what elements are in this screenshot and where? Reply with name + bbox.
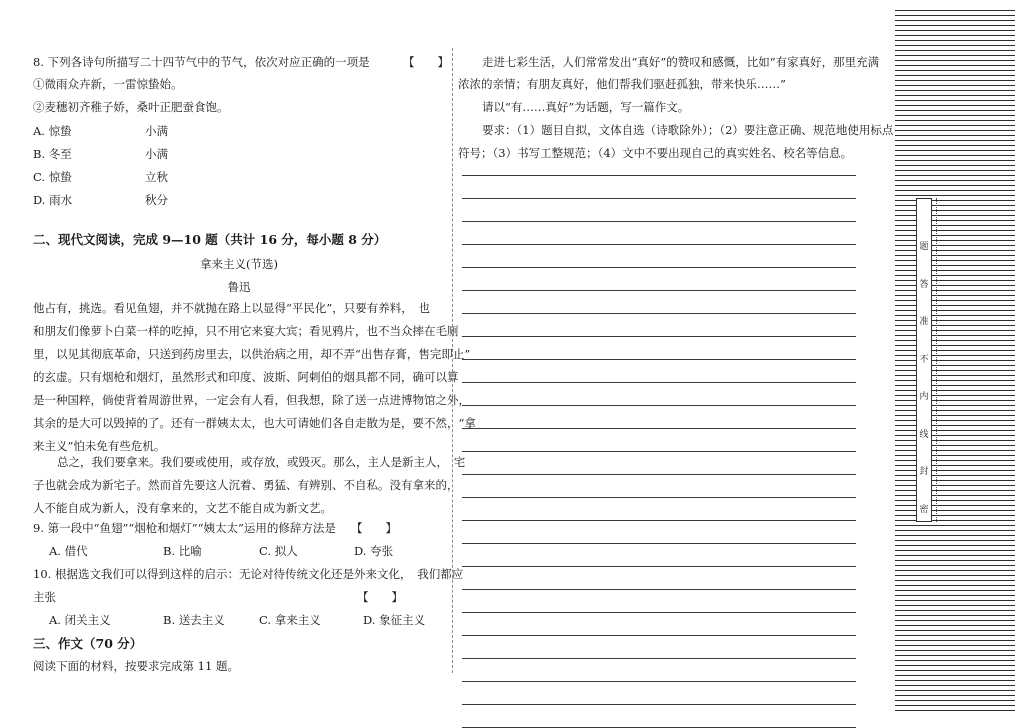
q9-option-d: D. 夸张	[354, 544, 394, 558]
writing-line[interactable]	[462, 221, 856, 222]
writing-line[interactable]	[462, 704, 856, 705]
q8-line2: ②麦穗初齐稚子娇，桑叶正肥蚕食饱。	[33, 100, 229, 114]
writing-line[interactable]	[462, 244, 856, 245]
q9-option-c: C. 拟人	[259, 544, 298, 558]
seal-char: 准	[919, 317, 929, 327]
q8-option-d: D. 雨水	[33, 193, 73, 207]
para1-line: 的玄虚。只有烟枪和烟灯，虽然形式和印度、波斯、阿剌伯的烟具都不同，确可以算	[33, 370, 459, 384]
writing-line[interactable]	[462, 382, 856, 383]
article-title: 拿来主义(节选)	[200, 257, 278, 271]
q10-option-d: D. 象征主义	[363, 613, 426, 627]
q10-option-c: C. 拿来主义	[259, 613, 321, 627]
writing-line[interactable]	[462, 405, 856, 406]
seal-line-box	[916, 198, 932, 522]
para1-line: 里，以见其彻底革命，只送到药房里去，以供治病之用，却不弄“出售存膏，售完即止”	[33, 347, 471, 361]
writing-line[interactable]	[462, 267, 856, 268]
writing-line[interactable]	[462, 681, 856, 682]
section3-title: 三、作文（70 分）	[33, 636, 143, 651]
seal-char: 题	[919, 242, 929, 252]
writing-line[interactable]	[462, 612, 856, 613]
para1-line: 其余的是大可以毁掉的了。还有一群姨太太，也大可请她们各自走散为是，要不然，“拿	[33, 416, 476, 430]
writing-line[interactable]	[462, 658, 856, 659]
q9-option-b: B. 比喻	[163, 544, 202, 558]
para1-line: 和朋友们像萝卜白菜一样的吃掉，只不用它来宴大宾；看见鸦片，也不当众摔在毛厕	[33, 324, 459, 338]
writing-line[interactable]	[462, 313, 856, 314]
writing-line[interactable]	[462, 290, 856, 291]
seal-char: 线	[919, 429, 929, 440]
para1-line: 来主义”怕未免有些危机。	[33, 439, 166, 453]
q8-option-b: B. 冬至	[33, 147, 72, 161]
para2-line: 总之，我们要拿来。我们要或使用，或存放，或毁灭。那么，主人是新主人， 宅	[57, 455, 466, 469]
binding-strip	[895, 10, 1015, 715]
seal-char: 答	[919, 279, 929, 290]
writing-line[interactable]	[462, 520, 856, 521]
q10-answer-bracket: 【 】	[357, 590, 403, 604]
essay-requirements: 要求：（1）题目自拟，文体自选（诗歌除外）；（2）要注意正确、规范地使用标点	[482, 123, 894, 137]
writing-line[interactable]	[462, 474, 856, 475]
q8-option-a: A. 惊蛰	[33, 124, 72, 138]
seal-char: 内	[919, 392, 929, 402]
writing-line[interactable]	[462, 635, 856, 636]
q10-stem-line2: 主张	[33, 590, 56, 604]
essay-prompt-line: 走进七彩生活，人们常常发出“真好”的赞叹和感慨，比如“有家真好，那里充满	[482, 55, 880, 69]
writing-line[interactable]	[462, 336, 856, 337]
para1-line: 是一种国粹，倘使背着周游世界，一定会有人看，但我想，除了送一点进博物馆之外，	[33, 393, 470, 407]
writing-line[interactable]	[462, 359, 856, 360]
q8-line1: ①微雨众卉新，一雷惊蛰始。	[33, 77, 183, 91]
q9-answer-bracket: 【 】	[351, 521, 397, 535]
seal-char: 封	[919, 467, 929, 477]
essay-topic: 请以“有……真好”为话题，写一篇作文。	[482, 100, 690, 114]
q8-option-d-answer: 秋分	[145, 193, 168, 207]
section3-intro: 阅读下面的材料，按要求完成第 11 题。	[33, 659, 239, 673]
seal-char: 不	[919, 354, 929, 365]
q10-option-b: B. 送去主义	[163, 613, 225, 627]
q8-answer-bracket: 【 】	[403, 55, 449, 69]
column-divider	[452, 48, 453, 673]
writing-line[interactable]	[462, 589, 856, 590]
q10-stem-line1: 10. 根据选文我们可以得到这样的启示：无论对待传统文化还是外来文化， 我们都应	[33, 567, 464, 581]
para2-line: 子也就会成为新宅子。然而首先要这人沉着、勇猛、有辨别、不自私。没有拿来的，	[33, 478, 459, 492]
q8-option-c: C. 惊蛰	[33, 170, 72, 184]
essay-prompt-line: 浓浓的亲情；有朋友真好，他们帮我们驱赶孤独，带来快乐……”	[458, 77, 786, 91]
q9-stem: 9. 第一段中“鱼翅”“烟枪和烟灯”“姨太太”运用的修辞方法是	[33, 521, 336, 535]
writing-line[interactable]	[462, 497, 856, 498]
q8-option-a-answer: 小满	[145, 124, 168, 138]
writing-line[interactable]	[462, 428, 856, 429]
q8-option-b-answer: 小满	[145, 147, 168, 161]
writing-line[interactable]	[462, 566, 856, 567]
para2-line: 人不能自成为新人，没有拿来的，文艺不能自成为新文艺。	[33, 501, 332, 515]
q9-option-a: A. 借代	[49, 544, 88, 558]
essay-requirements-cont: 符号；（3）书写工整规范；（4）文中不要出现自己的真实姓名、校名等信息。	[458, 146, 853, 160]
writing-line[interactable]	[462, 451, 856, 452]
binding-dotted-line	[936, 198, 937, 522]
seal-char: 密	[919, 504, 929, 515]
q8-option-c-answer: 立秋	[145, 170, 168, 184]
article-author: 鲁迅	[227, 280, 251, 294]
para1-line: 他占有，挑选。看见鱼翅，并不就抛在路上以显得“平民化”，只要有养料， 也	[33, 301, 431, 315]
writing-line[interactable]	[462, 543, 856, 544]
writing-line[interactable]	[462, 175, 856, 176]
writing-line[interactable]	[462, 198, 856, 199]
section2-title: 二、现代文阅读，完成 9—10 题（共计 16 分，每小题 8 分）	[33, 232, 387, 247]
q10-option-a: A. 闭关主义	[49, 613, 111, 627]
q8-stem: 8. 下列各诗句所描写二十四节气中的节气，依次对应正确的一项是	[33, 55, 370, 69]
